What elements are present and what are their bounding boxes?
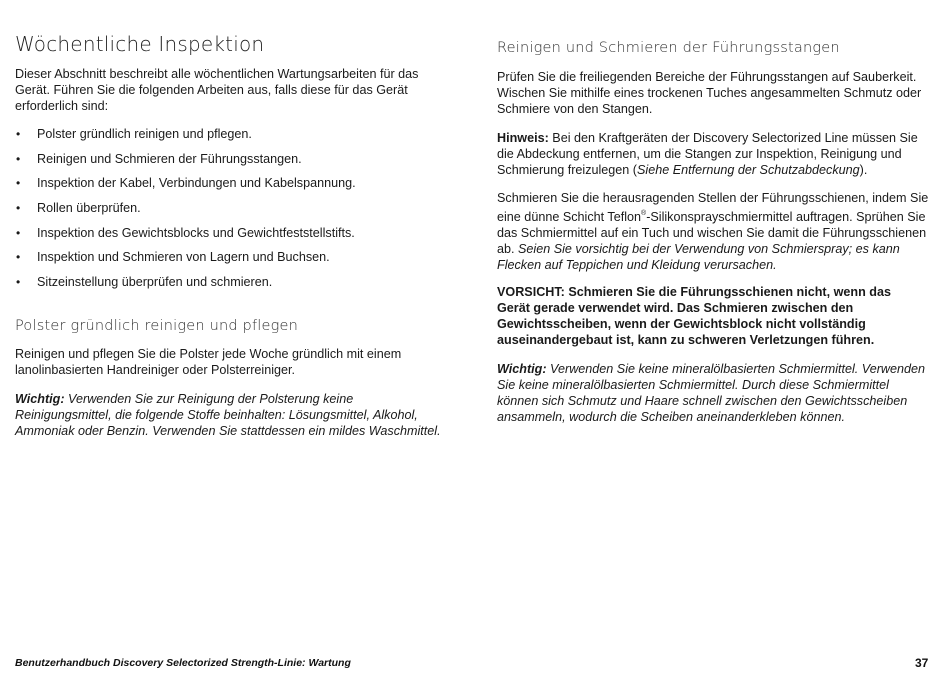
section-heading-guide-rods: Reinigen und Schmieren der Führungsstangen bbox=[497, 40, 840, 56]
bullet-icon: • bbox=[16, 275, 21, 290]
upholstery-paragraph: Reinigen und pflegen Sie die Polster jede Woche gründlich mit einem lanolinbasierten Handreiniger oder Polsterreiniger. bbox=[15, 347, 402, 377]
note-label: Hinweis: bbox=[497, 131, 549, 145]
upholstery-important-note: Wichtig: Verwenden Sie zur Reinigung der Polsterung keine Reinigungsmittel, die folgende Stoffe beinhalten: Lösungsmittel, Alkohol, Ammoniak oder Benzin. Verwenden Sie stattdessen ein mildes Waschmittel. bbox=[15, 392, 441, 438]
list-item: • Rollen überprüfen. bbox=[16, 201, 141, 216]
list-item: • Inspektion des Gewichtsblocks und Gewichtfeststellstifts. bbox=[16, 225, 355, 240]
list-item: • Reinigen und Schmieren der Führungsstangen. bbox=[16, 151, 302, 166]
bullet-icon: • bbox=[16, 201, 21, 216]
cover-removal-note: Hinweis: Bei den Kraftgeräten der Discovery Selectorized Line müssen Sie die Abdeckung entfernen, um die Stangen zur Inspektion, Reinigung und Schmierung freizulegen (Siehe Entfernung der Schutzabdeckung). bbox=[497, 131, 918, 177]
cover-removal-reference: Siehe Entfernung der Schutzabdeckung bbox=[637, 163, 860, 177]
bullet-icon: • bbox=[16, 176, 21, 191]
weekly-task-list bbox=[15, 126, 440, 299]
page-title: Wöchentliche Inspektion bbox=[15, 32, 265, 56]
list-item: • Sitzeinstellung überprüfen und schmieren. bbox=[16, 275, 273, 290]
important-label: Wichtig: bbox=[497, 362, 547, 376]
caution-notice: VORSICHT: Schmieren Sie die Führungsschienen nicht, wenn das Gerät gerade verwendet wird. Das Schmieren zwischen den Gewichtsscheiben, wenn der Gewichtsblock nicht vollständig auseinandergebaut ist, kann zu schweren Verletzungen führen. bbox=[497, 285, 891, 347]
registered-mark: ® bbox=[641, 210, 647, 217]
important-label: Wichtig: bbox=[15, 392, 65, 406]
footer-manual-title: Benutzerhandbuch Discovery Selectorized Strength-Linie: Wartung bbox=[15, 657, 351, 669]
bullet-icon: • bbox=[16, 225, 21, 240]
guide-rods-paragraph: Prüfen Sie die freiliegenden Bereiche der Führungsstangen auf Sauberkeit. Wischen Sie mithilfe eines trockenen Tuches angesammelten Schmutz oder Schmiere von den Stangen. bbox=[497, 70, 922, 116]
page-number: 37 bbox=[915, 656, 929, 670]
spray-warning: Seien Sie vorsichtig bei der Verwendung von Schmierspray; es kann Flecken auf Teppichen und Kleidung verursachen. bbox=[497, 242, 900, 272]
intro-paragraph: Dieser Abschnitt beschreibt alle wöchentlichen Wartungsarbeiten für das Gerät. Führen Sie die folgenden Arbeiten aus, falls diese für das Gerät erforderlich sind: bbox=[15, 67, 419, 113]
list-item: • Polster gründlich reinigen und pflegen. bbox=[16, 127, 252, 141]
bullet-icon: • bbox=[16, 127, 21, 141]
bullet-icon: • bbox=[16, 151, 21, 166]
bullet-icon: • bbox=[16, 250, 21, 265]
list-item: • Inspektion und Schmieren von Lagern und Buchsen. bbox=[16, 250, 330, 265]
lubricant-important-note: Wichtig: Verwenden Sie keine mineralölbasierten Schmiermittel. Verwenden Sie keine mineralölbasierten Schmiermittel. Durch diese Schmiermittel können sich Schmutz und Haare schnell zwischen den Gewichtsscheiben ansammeln, wodurch die Scheiben aneinanderkleben können. bbox=[497, 362, 926, 424]
lubrication-paragraph: Schmieren Sie die herausragenden Stellen der Führungsschienen, indem Sie eine dünne Schicht Teflon®-Silikonsprayschmiermittel auftragen. Sprühen Sie das Schmiermittel auf ein Tuch und wischen Sie damit die Führungsschienen ab. Seien Sie vorsichtig bei der Verwendung von Schmierspray; es kann Flecken auf Teppichen und Kleidung verursachen. bbox=[497, 191, 929, 272]
list-item: • Inspektion der Kabel, Verbindungen und Kabelspannung. bbox=[16, 176, 356, 191]
section-heading-upholstery: Polster gründlich reinigen und pflegen bbox=[15, 318, 299, 334]
